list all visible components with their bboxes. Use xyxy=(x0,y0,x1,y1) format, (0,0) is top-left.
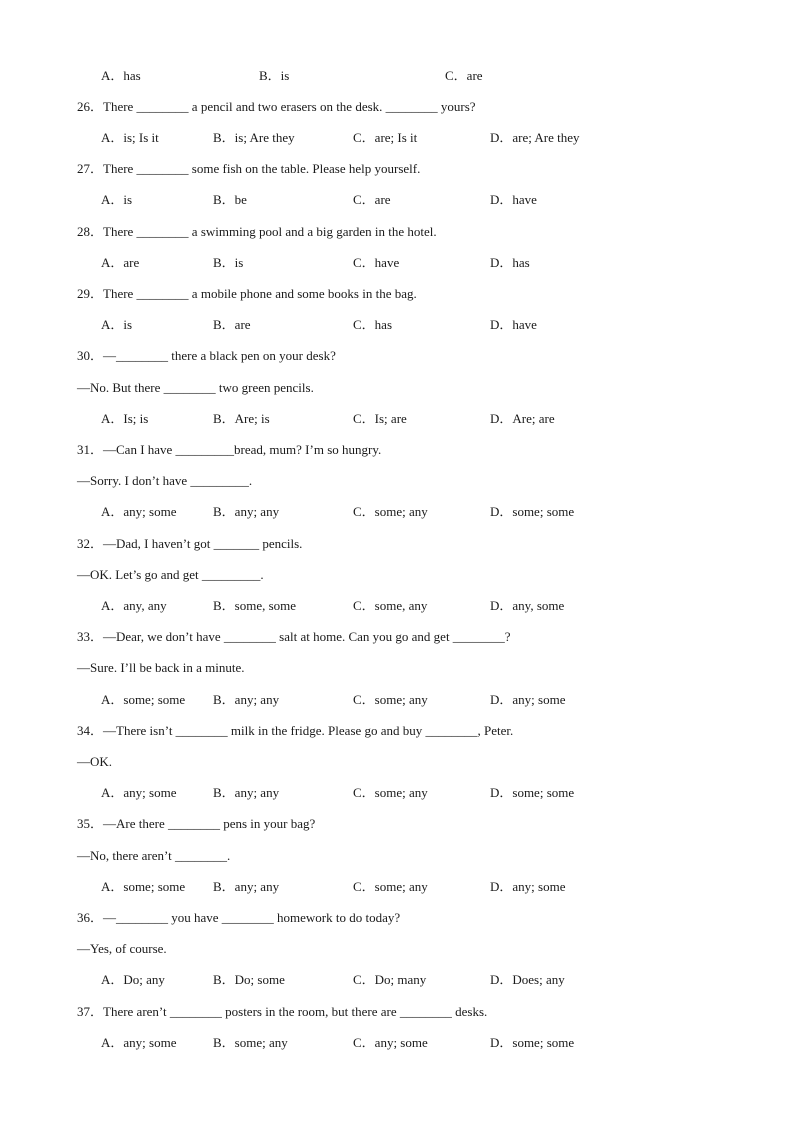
question-32-response: —OK. Let’s go and get _________. xyxy=(77,567,264,582)
option-c[interactable]: C．Do; many xyxy=(353,972,427,987)
option-b[interactable]: B．any; any xyxy=(213,692,280,707)
option-d[interactable]: D．Does; any xyxy=(490,972,565,987)
option-c[interactable]: C．some; any xyxy=(353,785,428,800)
question-34-stem: 34．—There isn’t ________ milk in the fridge. Please go and buy ________, Peter. xyxy=(77,723,514,738)
option-b[interactable]: B．be xyxy=(213,192,247,207)
option-a[interactable]: A．Is; is xyxy=(101,411,149,426)
question-30-options xyxy=(0,411,794,427)
question-34-options xyxy=(0,785,794,801)
option-b[interactable]: B．is xyxy=(259,68,290,83)
question-27-stem: 27．There ________ some fish on the table. Please help yourself. xyxy=(77,161,421,176)
question-35-options xyxy=(0,879,794,895)
option-a[interactable]: A．are xyxy=(101,255,140,270)
option-a[interactable]: A．any, any xyxy=(101,598,167,613)
option-d[interactable]: D．have xyxy=(490,317,537,332)
option-a[interactable]: A．some; some xyxy=(101,692,186,707)
option-d[interactable]: D．any; some xyxy=(490,692,566,707)
option-c[interactable]: C．some; any xyxy=(353,879,428,894)
question-28-options xyxy=(0,255,794,271)
question-31-stem: 31．—Can I have _________bread, mum? I’m so hungry. xyxy=(77,442,382,457)
option-b[interactable]: B．any; any xyxy=(213,879,280,894)
question-33-response: —Sure. I’ll be back in a minute. xyxy=(77,660,245,675)
option-a[interactable]: A．any; some xyxy=(101,504,177,519)
question-36-options xyxy=(0,972,794,988)
option-c[interactable]: C．are xyxy=(445,68,483,83)
question-35-response: —No, there aren’t ________. xyxy=(77,848,231,863)
option-d[interactable]: D．some; some xyxy=(490,504,575,519)
question-32-stem: 32．—Dad, I haven’t got _______ pencils. xyxy=(77,536,303,551)
question-26-stem: 26．There ________ a pencil and two erasers on the desk. ________ yours? xyxy=(77,99,476,114)
option-d[interactable]: D．any; some xyxy=(490,879,566,894)
option-a[interactable]: A．any; some xyxy=(101,785,177,800)
question-30-stem: 30．—________ there a black pen on your desk? xyxy=(77,348,336,363)
question-29-stem: 29．There ________ a mobile phone and some books in the bag. xyxy=(77,286,417,301)
option-c[interactable]: C．some, any xyxy=(353,598,428,613)
question-37-stem: 37．There aren’t ________ posters in the room, but there are ________ desks. xyxy=(77,1004,488,1019)
option-b[interactable]: B．any; any xyxy=(213,504,280,519)
option-a[interactable]: A．any; some xyxy=(101,1035,177,1050)
option-c[interactable]: C．some; any xyxy=(353,692,428,707)
question-36-response: —Yes, of course. xyxy=(77,941,167,956)
question-33-options xyxy=(0,692,794,708)
option-c[interactable]: C．are xyxy=(353,192,391,207)
option-b[interactable]: B．any; any xyxy=(213,785,280,800)
option-d[interactable]: D．has xyxy=(490,255,530,270)
question-29-options xyxy=(0,317,794,333)
option-c[interactable]: C．have xyxy=(353,255,400,270)
option-a[interactable]: A．Do; any xyxy=(101,972,165,987)
option-c[interactable]: C．has xyxy=(353,317,393,332)
option-b[interactable]: B．is; Are they xyxy=(213,130,295,145)
question-33-stem: 33．—Dear, we don’t have ________ salt at home. Can you go and get ________? xyxy=(77,629,511,644)
option-b[interactable]: B．Are; is xyxy=(213,411,270,426)
option-b[interactable]: B．is xyxy=(213,255,244,270)
question-27-options xyxy=(0,192,794,208)
option-a[interactable]: A．has xyxy=(101,68,141,83)
option-d[interactable]: D．some; some xyxy=(490,1035,575,1050)
option-b[interactable]: B．some; any xyxy=(213,1035,288,1050)
question-36-stem: 36．—________ you have ________ homework to do today? xyxy=(77,910,401,925)
question-35-stem: 35．—Are there ________ pens in your bag? xyxy=(77,816,316,831)
option-d[interactable]: D．have xyxy=(490,192,537,207)
question-25-options xyxy=(0,68,794,84)
option-d[interactable]: D．Are; are xyxy=(490,411,555,426)
option-c[interactable]: C．some; any xyxy=(353,504,428,519)
question-30-response: —No. But there ________ two green pencils. xyxy=(77,380,314,395)
option-a[interactable]: A．some; some xyxy=(101,879,186,894)
option-a[interactable]: A．is; Is it xyxy=(101,130,159,145)
question-37-options xyxy=(0,1035,794,1051)
option-b[interactable]: B．Do; some xyxy=(213,972,285,987)
option-d[interactable]: D．are; Are they xyxy=(490,130,580,145)
question-26-options xyxy=(0,130,794,146)
option-d[interactable]: D．some; some xyxy=(490,785,575,800)
question-31-options xyxy=(0,504,794,520)
option-b[interactable]: B．are xyxy=(213,317,251,332)
option-b[interactable]: B．some, some xyxy=(213,598,297,613)
option-c[interactable]: C．are; Is it xyxy=(353,130,418,145)
question-28-stem: 28．There ________ a swimming pool and a big garden in the hotel. xyxy=(77,224,437,239)
option-d[interactable]: D．any, some xyxy=(490,598,565,613)
question-31-response: —Sorry. I don’t have _________. xyxy=(77,473,253,488)
option-c[interactable]: C．any; some xyxy=(353,1035,428,1050)
question-32-options xyxy=(0,598,794,614)
option-a[interactable]: A．is xyxy=(101,317,133,332)
option-a[interactable]: A．is xyxy=(101,192,133,207)
option-c[interactable]: C．Is; are xyxy=(353,411,407,426)
question-34-response: —OK. xyxy=(77,754,113,769)
